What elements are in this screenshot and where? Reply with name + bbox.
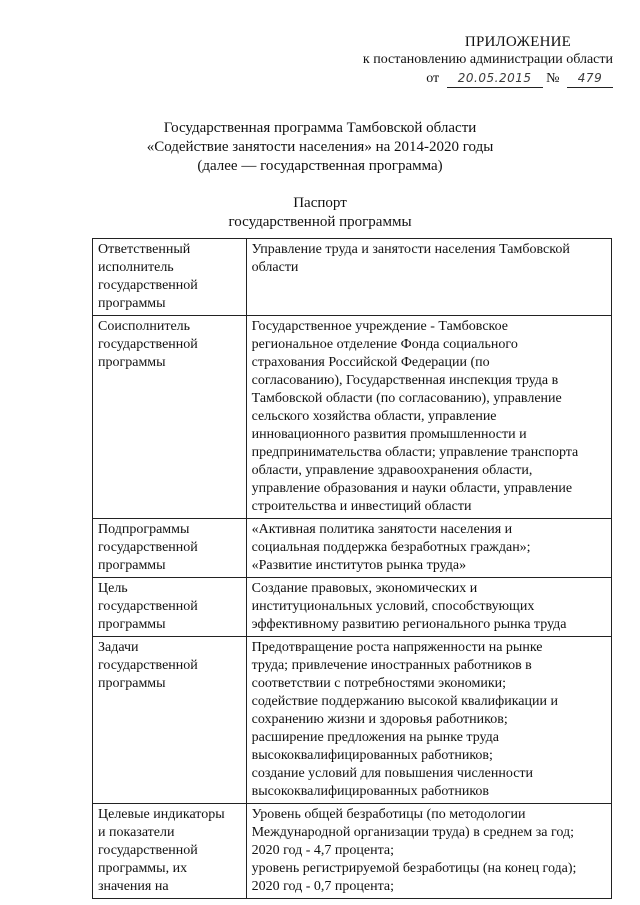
row-value-line: высококвалифицированных работников; [251, 748, 493, 763]
row-label-cell [93, 804, 247, 899]
row-label-cell [93, 316, 247, 519]
row-value-cell [246, 637, 611, 804]
row-value-line: страхования Российской Федерации (по [251, 355, 490, 370]
row-value-line: труда; привлечение иностранных работников в [251, 658, 532, 673]
row-label-line: программы [98, 676, 166, 691]
row-label-line: программы [98, 617, 166, 632]
row-label-line: государственной [98, 599, 198, 614]
row-label-cell [93, 519, 247, 578]
passport-table-body [93, 239, 612, 899]
row-label-line: Ответственный [98, 242, 191, 257]
row-value-line: региональное отделение Фонда социального [251, 337, 518, 352]
row-label-line: программы [98, 296, 166, 311]
appendix-subtitle: к постановлению администрации области [362, 52, 613, 67]
appendix-title: ПРИЛОЖЕНИЕ [464, 34, 571, 50]
row-value-line: расширение предложения на рынке труда [251, 730, 499, 745]
program-title-line: «Содействие занятости населения» на 2014-2020 годы [146, 139, 494, 155]
row-value-cell [246, 578, 611, 637]
row-value-line: Уровень общей безработицы (по методологии [251, 807, 526, 822]
row-value-line: «Активная политика занятости населения и [251, 522, 513, 537]
row-value-cell [246, 239, 611, 316]
row-value-line: Предотвращение роста напряженности на рынке [251, 640, 543, 655]
program-title [80, 119, 560, 176]
row-label-line: государственной [98, 658, 198, 673]
row-value-line: сохранению жизни и здоровья работников; [251, 712, 508, 727]
row-value-line: «Развитие институтов рынка труда» [251, 558, 467, 573]
row-label-line: государственной [98, 337, 198, 352]
resolution-reference [293, 69, 613, 88]
row-value-line: институциональных условий, способствующих [251, 599, 535, 614]
row-label-line: программы [98, 558, 166, 573]
handwritten-number: 479 [567, 69, 613, 88]
row-label-line: Соисполнитель [98, 319, 191, 334]
table-row [93, 637, 612, 804]
table-row [93, 519, 612, 578]
number-prefix: № [546, 71, 560, 86]
row-label-cell [93, 239, 247, 316]
row-label-line: государственной [98, 278, 198, 293]
row-value-line: строительства и инвестиций области [251, 499, 472, 514]
row-value-line: создание условий для повышения численности [251, 766, 534, 781]
row-value-line: Управление труда и занятости населения Тамбовской [251, 242, 570, 257]
passport-heading [80, 194, 560, 232]
row-value-line: области, управление здравоохранения области, [251, 463, 533, 478]
row-value-line: социальная поддержка безработных граждан»; [251, 540, 531, 555]
row-label-line: Задачи [98, 640, 139, 655]
row-label-line: исполнитель [98, 260, 174, 275]
row-label-line: и показатели [98, 825, 175, 840]
row-value-line: соответствии с потребностями экономики; [251, 676, 507, 691]
row-value-line: Тамбовской области (по согласованию), управление [251, 391, 562, 406]
row-value-line: области [251, 260, 299, 275]
passport-table [92, 238, 612, 899]
row-value-line: содействие поддержанию высокой квалификации и [251, 694, 558, 709]
row-value-line: 2020 год - 0,7 процента; [251, 879, 394, 894]
row-label-cell [93, 578, 247, 637]
passport-heading-line: Паспорт [293, 195, 347, 211]
table-row [93, 804, 612, 899]
row-value-line: Государственное учреждение - Тамбовское [251, 319, 509, 334]
row-label-line: Цель [98, 581, 128, 596]
table-row [93, 239, 612, 316]
row-value-line: предпринимательства области; управление транспорта [251, 445, 579, 460]
row-value-line: Создание правовых, экономических и [251, 581, 478, 596]
row-value-cell [246, 519, 611, 578]
row-label-line: программы, их [98, 861, 188, 876]
program-title-line: (далее — государственная программа) [197, 158, 443, 174]
handwritten-date: 20.05.2015 [447, 69, 543, 88]
row-value-line: 2020 год - 4,7 процента; [251, 843, 394, 858]
row-value-line: уровень регистрируемой безработицы (на конец года); [251, 861, 577, 876]
table-row [93, 316, 612, 519]
row-label-line: программы [98, 355, 166, 370]
row-label-cell [93, 637, 247, 804]
row-label-line: Подпрограммы [98, 522, 190, 537]
row-value-line: Международной организации труда) в среднем за год; [251, 825, 574, 840]
program-title-line: Государственная программа Тамбовской области [163, 120, 477, 136]
row-label-line: государственной [98, 540, 198, 555]
row-value-line: сельского хозяйства области, управление [251, 409, 497, 424]
row-value-cell [246, 804, 611, 899]
row-label-line: Целевые индикаторы [98, 807, 225, 822]
row-value-line: инновационного развития промышленности и [251, 427, 527, 442]
row-value-line: согласованию), Государственная инспекция труда в [251, 373, 559, 388]
row-label-line: государственной [98, 843, 198, 858]
row-label-line: значения на [98, 879, 169, 894]
row-value-line: эффективному развитию регионального рынка труда [251, 617, 567, 632]
table-row [93, 578, 612, 637]
date-prefix: от [426, 71, 440, 86]
appendix-header [293, 33, 613, 88]
row-value-line: управление образования и науки области, управление [251, 481, 573, 496]
row-value-cell [246, 316, 611, 519]
passport-heading-line: государственной программы [228, 214, 412, 230]
row-value-line: высококвалифицированных работников [251, 784, 490, 799]
